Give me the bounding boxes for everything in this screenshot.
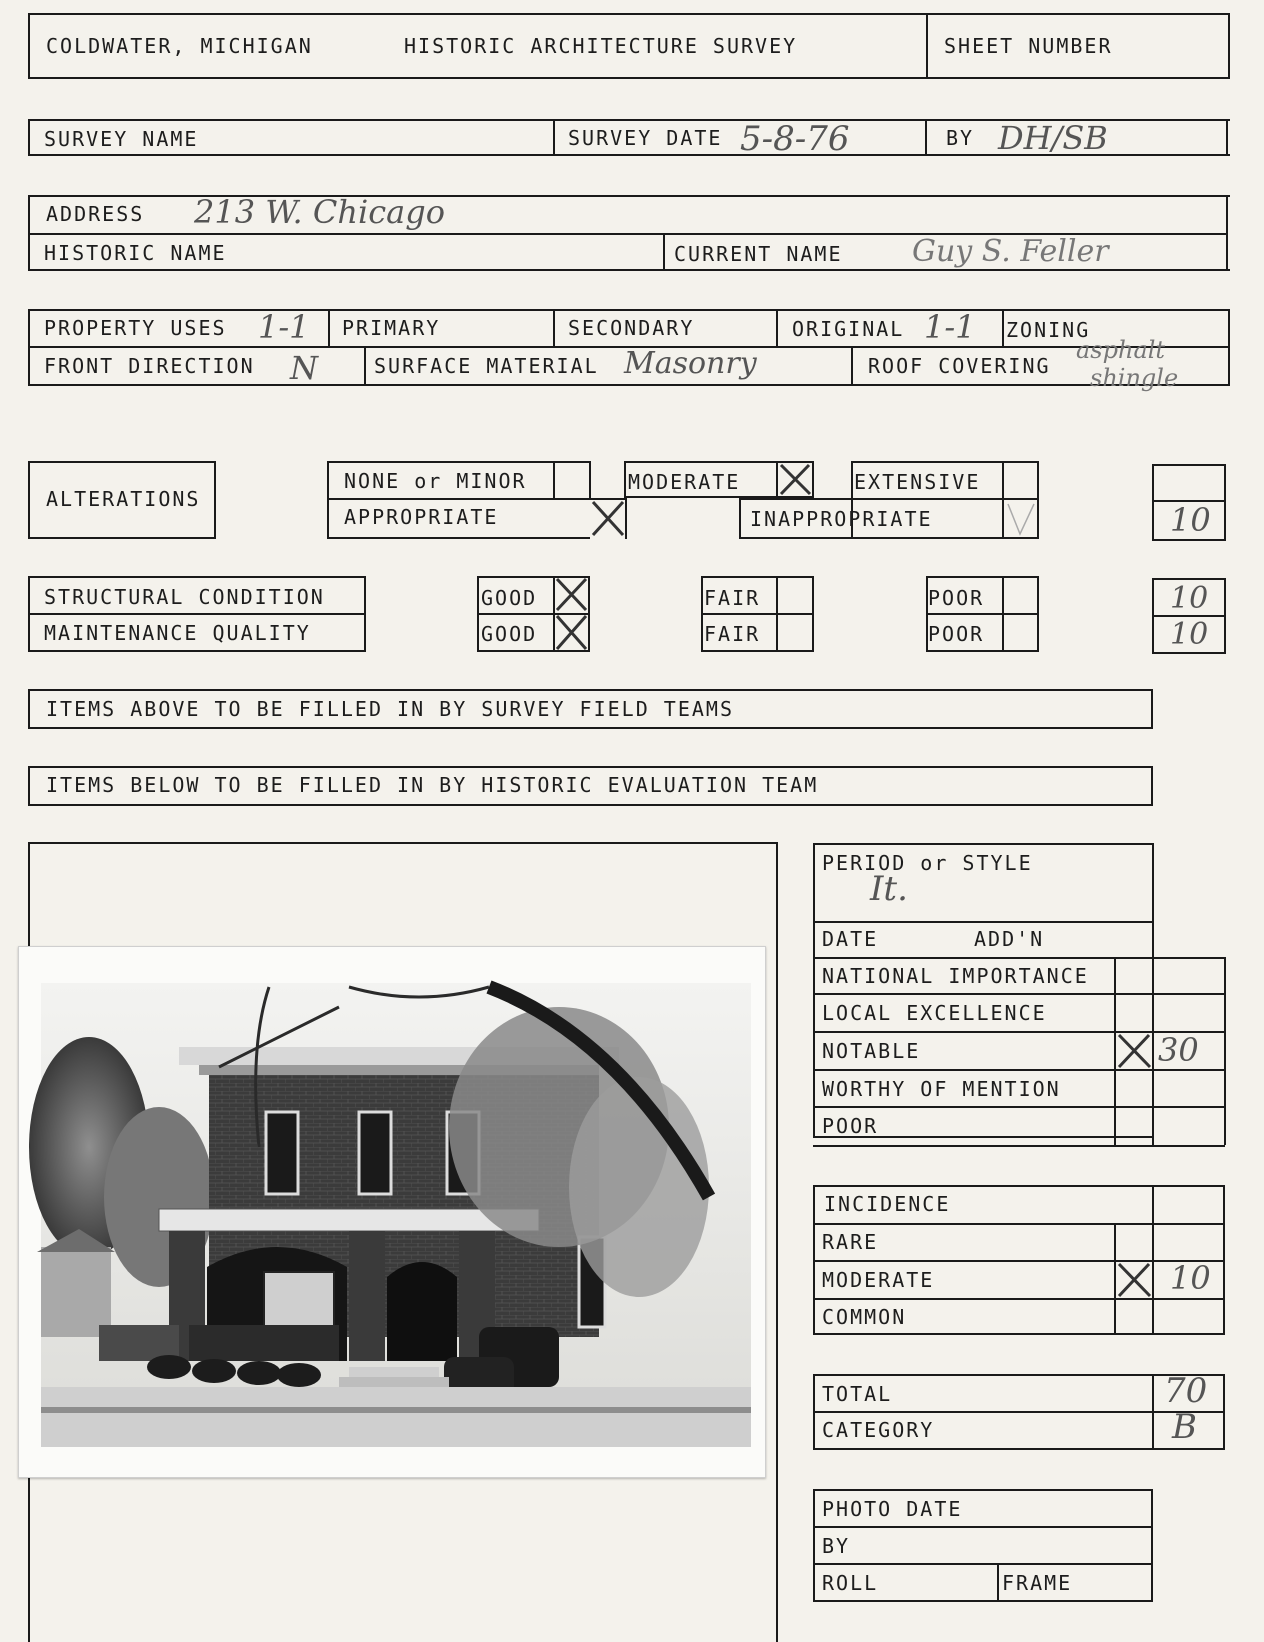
category-label: CATEGORY bbox=[822, 1418, 935, 1442]
survey-right-edge bbox=[1226, 121, 1228, 156]
maintenance-poor-label: POOR bbox=[928, 622, 985, 646]
city-label: COLDWATER, MICHIGAN bbox=[46, 34, 313, 58]
total-label: TOTAL bbox=[822, 1382, 893, 1406]
survey-divider-2 bbox=[925, 119, 927, 156]
inappropriate-label: INAPPROPRIATE bbox=[750, 507, 933, 531]
prop-div-2 bbox=[553, 309, 555, 346]
items-below-right-edge bbox=[1151, 768, 1153, 806]
photo-area-right bbox=[776, 842, 778, 1642]
eval-line-5 bbox=[813, 1106, 1225, 1108]
prop-div-5 bbox=[364, 346, 366, 386]
addn-label: ADD'N bbox=[974, 927, 1045, 951]
none-minor-label: NONE or MINOR bbox=[344, 469, 527, 493]
incidence-line-3 bbox=[813, 1298, 1225, 1300]
inappropriate-faint-mark bbox=[1002, 498, 1040, 539]
form-title: HISTORIC ARCHITECTURE SURVEY bbox=[404, 34, 798, 58]
category-value: B bbox=[1172, 1407, 1197, 1447]
photo-info-line-2 bbox=[813, 1563, 1153, 1565]
items-above-note: ITEMS ABOVE TO BE FILLED IN BY SURVEY FIELD TEAMS bbox=[46, 697, 735, 721]
primary-label: PRIMARY bbox=[342, 316, 441, 340]
roof-covering-value-1: asphalt bbox=[1076, 336, 1166, 364]
structural-score: 10 bbox=[1170, 581, 1209, 616]
eval-poor-label: POOR bbox=[822, 1114, 879, 1138]
sheet-number-label: SHEET NUMBER bbox=[944, 34, 1113, 58]
alterations-label: ALTERATIONS bbox=[46, 487, 201, 511]
property-uses-label: PROPERTY USES bbox=[44, 316, 227, 340]
notable-label: NOTABLE bbox=[822, 1039, 921, 1063]
roll-frame-divider bbox=[997, 1563, 999, 1602]
totals-score-div bbox=[1152, 1374, 1154, 1450]
front-direction-label: FRONT DIRECTION bbox=[44, 354, 255, 378]
photo-area-top bbox=[28, 842, 776, 844]
historic-name-label: HISTORIC NAME bbox=[44, 241, 227, 265]
building-photograph bbox=[19, 947, 765, 1477]
roll-label: ROLL bbox=[822, 1571, 879, 1595]
survey-divider-1 bbox=[553, 119, 555, 156]
condition-label-mid bbox=[28, 613, 366, 615]
photo-info-line-1 bbox=[813, 1526, 1153, 1528]
structural-fair-label: FAIR bbox=[704, 586, 761, 610]
building-photograph-card bbox=[18, 946, 766, 1478]
period-style-label: PERIOD or STYLE bbox=[822, 851, 1033, 875]
poor-check-div bbox=[1002, 576, 1004, 652]
moderate-x-mark bbox=[776, 461, 814, 498]
header-divider bbox=[926, 13, 928, 79]
property-uses-value: 1-1 bbox=[258, 308, 310, 346]
rare-label: RARE bbox=[822, 1230, 879, 1254]
survey-date-value: 5-8-76 bbox=[740, 119, 850, 159]
extensive-label: EXTENSIVE bbox=[854, 470, 981, 494]
maintenance-score: 10 bbox=[1170, 617, 1209, 652]
maintenance-good-x-mark bbox=[553, 613, 590, 652]
none-minor-check-div bbox=[553, 461, 555, 498]
worthy-of-mention-label: WORTHY OF MENTION bbox=[822, 1077, 1061, 1101]
local-excellence-label: LOCAL EXCELLENCE bbox=[822, 1001, 1047, 1025]
incidence-line-1 bbox=[813, 1223, 1225, 1225]
appropriate-x-mark bbox=[589, 498, 627, 539]
maintenance-quality-label: MAINTENANCE QUALITY bbox=[44, 621, 311, 645]
current-name-value: Guy S. Feller bbox=[912, 234, 1109, 269]
original-label: ORIGINAL bbox=[792, 317, 905, 341]
incidence-moderate-score: 10 bbox=[1170, 1259, 1211, 1297]
address-value: 213 W. Chicago bbox=[194, 193, 445, 231]
survey-date-label: SURVEY DATE bbox=[568, 126, 723, 150]
prop-div-3 bbox=[776, 309, 778, 346]
alterations-score: 10 bbox=[1170, 501, 1211, 539]
total-value: 70 bbox=[1164, 1371, 1208, 1411]
zoning-label: ZONING bbox=[1006, 318, 1091, 342]
current-name-label: CURRENT NAME bbox=[674, 242, 843, 266]
incidence-moderate-label: MODERATE bbox=[822, 1268, 935, 1292]
prop-div-6 bbox=[851, 346, 853, 386]
eval-score-right bbox=[1224, 957, 1226, 1145]
photo-date-label: PHOTO DATE bbox=[822, 1497, 963, 1521]
roof-covering-value-2: shingle bbox=[1090, 364, 1179, 392]
survey-by-value: DH/SB bbox=[998, 119, 1108, 157]
current-name-divider bbox=[663, 233, 665, 271]
period-style-value: It. bbox=[870, 869, 908, 909]
period-style-line bbox=[813, 921, 1154, 923]
original-value: 1-1 bbox=[924, 308, 976, 346]
address-label: ADDRESS bbox=[46, 202, 145, 226]
incidence-line-2 bbox=[813, 1260, 1225, 1262]
photo-by-label: BY bbox=[822, 1534, 851, 1558]
fair-mid bbox=[701, 613, 814, 615]
national-importance-label: NATIONAL IMPORTANCE bbox=[822, 964, 1089, 988]
poor-mid bbox=[926, 613, 1039, 615]
structural-good-x-mark bbox=[553, 576, 590, 613]
incidence-moderate-x-mark bbox=[1114, 1260, 1154, 1300]
secondary-label: SECONDARY bbox=[568, 316, 695, 340]
eval-line-2 bbox=[813, 993, 1225, 995]
structural-poor-label: POOR bbox=[928, 586, 985, 610]
prop-div-4 bbox=[1002, 309, 1004, 346]
date-label: DATE bbox=[822, 927, 879, 951]
totals-mid bbox=[813, 1411, 1225, 1413]
surface-material-label: SURFACE MATERIAL bbox=[374, 354, 599, 378]
roof-covering-label: ROOF COVERING bbox=[868, 354, 1051, 378]
moderate-label: MODERATE bbox=[628, 470, 741, 494]
front-direction-value: N bbox=[290, 349, 318, 387]
incidence-label: INCIDENCE bbox=[824, 1192, 951, 1216]
survey-by-label: BY bbox=[946, 126, 975, 150]
common-label: COMMON bbox=[822, 1305, 907, 1329]
incidence-header-right bbox=[1152, 1185, 1154, 1223]
survey-name-label: SURVEY NAME bbox=[44, 127, 199, 151]
frame-label: FRAME bbox=[1002, 1571, 1073, 1595]
eval-line-1 bbox=[813, 957, 1225, 959]
appropriate-label: APPROPRIATE bbox=[344, 505, 499, 529]
items-below-note: ITEMS BELOW TO BE FILLED IN BY HISTORIC EVALUATION TEAM bbox=[46, 773, 819, 797]
maintenance-good-label: GOOD bbox=[481, 622, 538, 646]
notable-score: 30 bbox=[1158, 1031, 1199, 1069]
structural-condition-label: STRUCTURAL CONDITION bbox=[44, 585, 325, 609]
eval-line-6 bbox=[813, 1145, 1225, 1147]
none-minor-mid bbox=[327, 498, 627, 500]
surface-material-value: Masonry bbox=[624, 346, 757, 381]
none-minor-right bbox=[589, 461, 591, 498]
maintenance-fair-label: FAIR bbox=[704, 622, 761, 646]
notable-x-mark bbox=[1114, 1031, 1154, 1071]
prop-div-1 bbox=[328, 309, 330, 346]
eval-line-4 bbox=[813, 1069, 1225, 1071]
fair-check-div bbox=[776, 576, 778, 652]
structural-good-label: GOOD bbox=[481, 586, 538, 610]
